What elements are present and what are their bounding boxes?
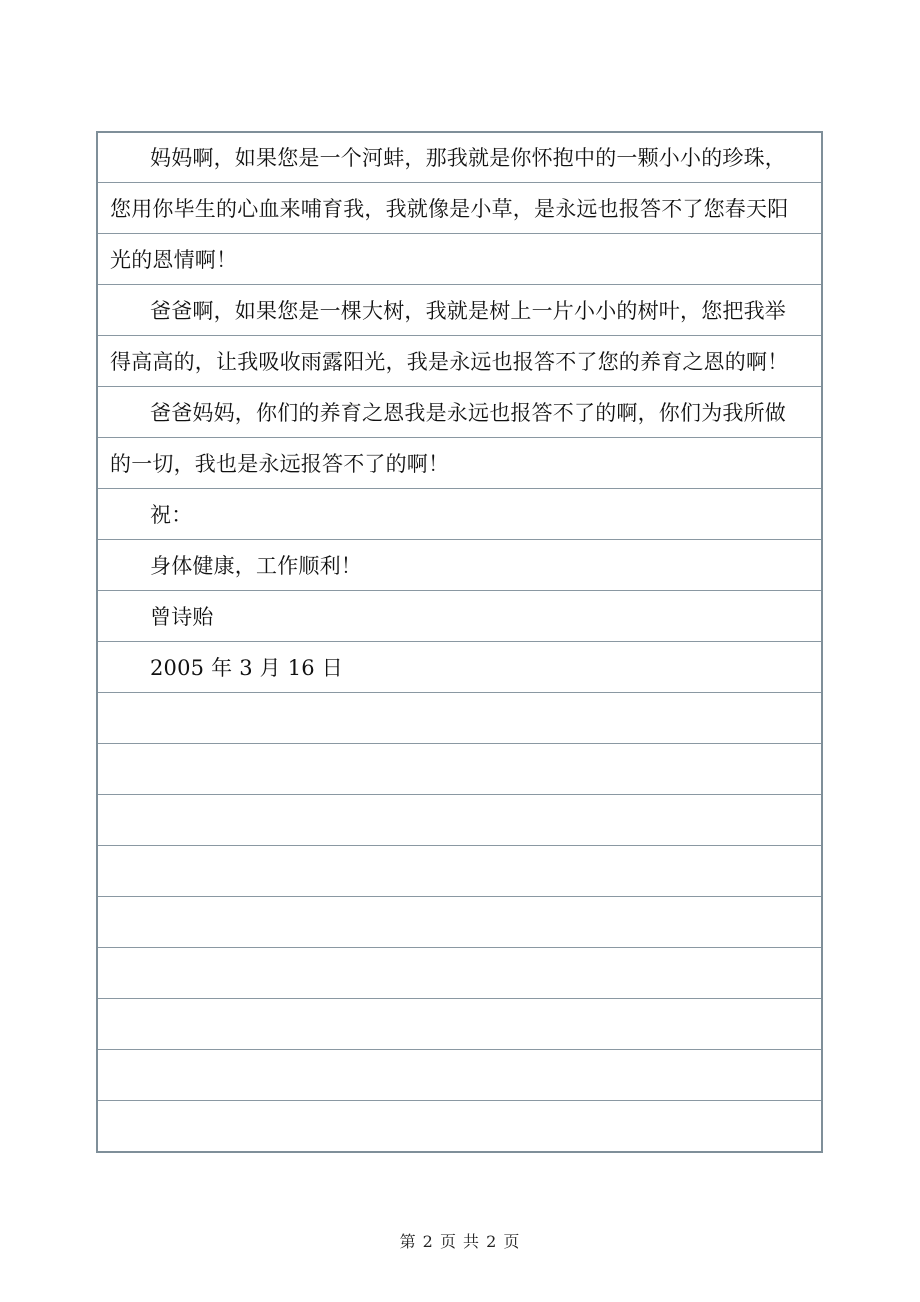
ruled-line [98, 896, 821, 897]
letter-line-1: 妈妈啊，如果您是一个河蚌，那我就是你怀抱中的一颗小小的珍珠， [150, 146, 786, 170]
date-line: 2005 年 3 月 16 日 [150, 656, 343, 680]
letter-line-4: 爸爸啊，如果您是一棵大树，我就是树上一片小小的树叶，您把我举 [150, 299, 786, 323]
letter-line-5: 得高高的，让我吸收雨露阳光，我是永远也报答不了您的养育之恩的啊！ [110, 350, 789, 374]
letter-line-6: 爸爸妈妈，你们的养育之恩我是永远也报答不了的啊，你们为我所做 [150, 401, 786, 425]
page-number-footer: 第 2 页 共 2 页 [399, 1232, 521, 1251]
letter-line-7: 的一切，我也是永远报答不了的啊！ [110, 452, 450, 476]
signature-line: 曾诗贻 [150, 605, 214, 629]
ruled-line [98, 743, 821, 744]
wish-line: 身体健康，工作顺利！ [150, 554, 362, 578]
greeting-line: 祝： [150, 503, 193, 527]
letter-line-2: 您用你毕生的心血来哺育我，我就像是小草，是永远也报答不了您春天阳 [110, 197, 789, 221]
lined-letter-sheet [96, 131, 823, 1153]
ruled-line [98, 845, 821, 846]
letter-line-3: 光的恩情啊！ [110, 248, 238, 272]
ruled-line [98, 794, 821, 795]
ruled-line [98, 1049, 821, 1050]
ruled-line [98, 998, 821, 999]
ruled-line [98, 1100, 821, 1101]
ruled-line [98, 947, 821, 948]
